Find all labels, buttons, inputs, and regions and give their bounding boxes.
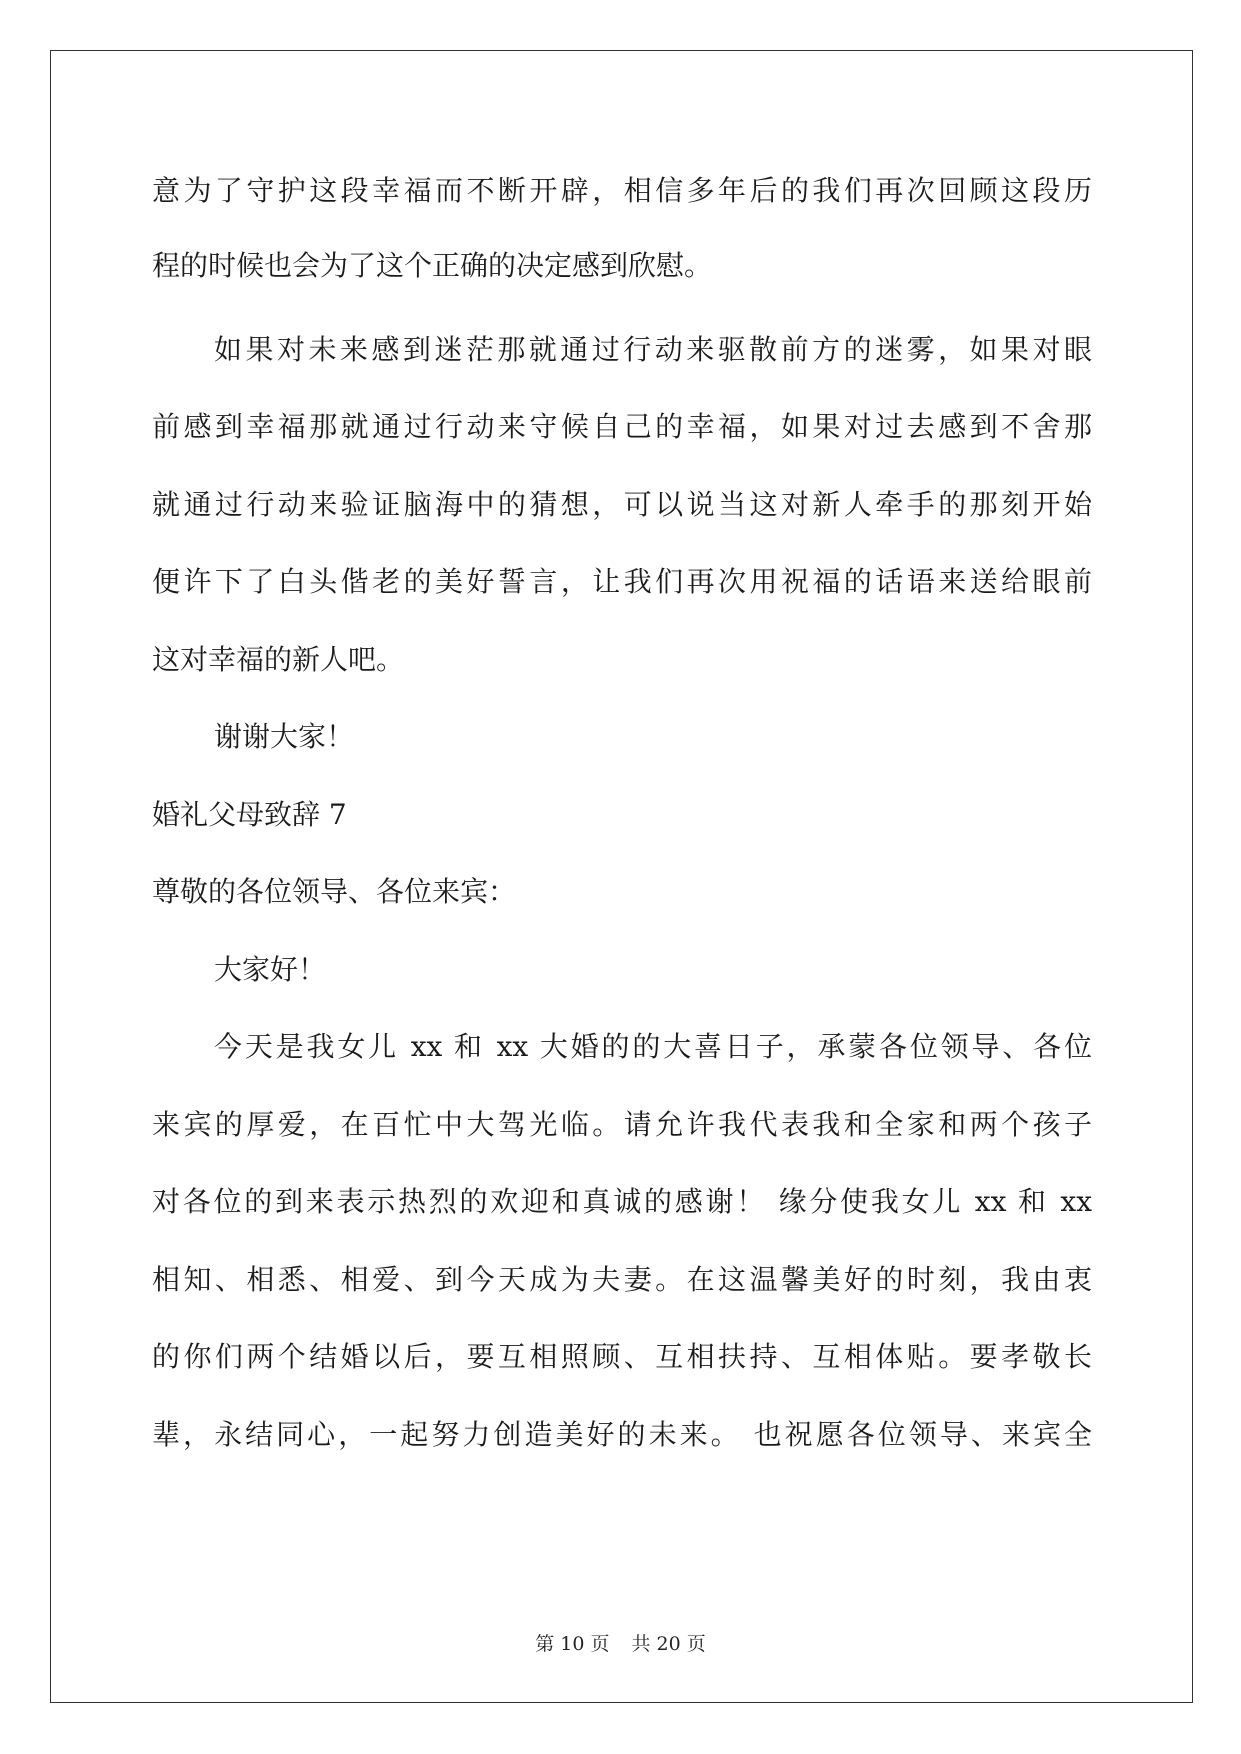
salutation: 尊敬的各位领导、各位来宾： — [152, 875, 517, 908]
paragraph-line: 便许下了白头偕老的美好誓言，让我们再次用祝福的话语来送给眼前 — [152, 565, 1092, 598]
page-number-total: 共 20 页 — [631, 1633, 706, 1655]
page-number-current: 第 10 页 — [535, 1633, 610, 1655]
paragraph-line: 相知、相悉、相爱、到今天成为夫妻。在这温馨美好的时刻，我由衷 — [152, 1263, 1092, 1296]
paragraph-line: 这对幸福的新人吧。 — [152, 643, 405, 676]
paragraph-line: 程的时候也会为了这个正确的决定感到欣慰。 — [152, 249, 713, 282]
page-footer — [0, 1632, 1241, 1656]
paragraph-line: 就通过行动来验证脑海中的猜想，可以说当这对新人牵手的那刻开始 — [152, 488, 1092, 521]
paragraph-line: 来宾的厚爱，在百忙中大驾光临。请允许我代表我和全家和两个孩子 — [152, 1108, 1092, 1141]
paragraph-line: 意为了守护这段幸福而不断开辟，相信多年后的我们再次回顾这段历 — [152, 174, 1092, 207]
paragraph-line: 前感到幸福那就通过行动来守候自己的幸福，如果对过去感到不舍那 — [152, 410, 1092, 443]
paragraph-line: 的你们两个结婚以后，要互相照顾、互相扶持、互相体贴。要孝敬长 — [152, 1340, 1092, 1373]
paragraph-line: 辈，永结同心，一起努力创造美好的未来。 也祝愿各位领导、来宾全 — [152, 1418, 1092, 1451]
paragraph-line: 对各位的到来表示热烈的欢迎和真诚的感谢！ 缘分使我女儿 xx 和 xx — [152, 1185, 1092, 1218]
paragraph-line: 如果对未来感到迷茫那就通过行动来驱散前方的迷雾，如果对眼 — [214, 333, 1092, 366]
section-heading: 婚礼父母致辞 7 — [152, 798, 347, 831]
greeting: 大家好！ — [214, 953, 327, 986]
closing-thanks: 谢谢大家！ — [214, 720, 355, 753]
paragraph-line: 今天是我女儿 xx 和 xx 大婚的的大喜日子，承蒙各位领导、各位 — [214, 1030, 1092, 1063]
